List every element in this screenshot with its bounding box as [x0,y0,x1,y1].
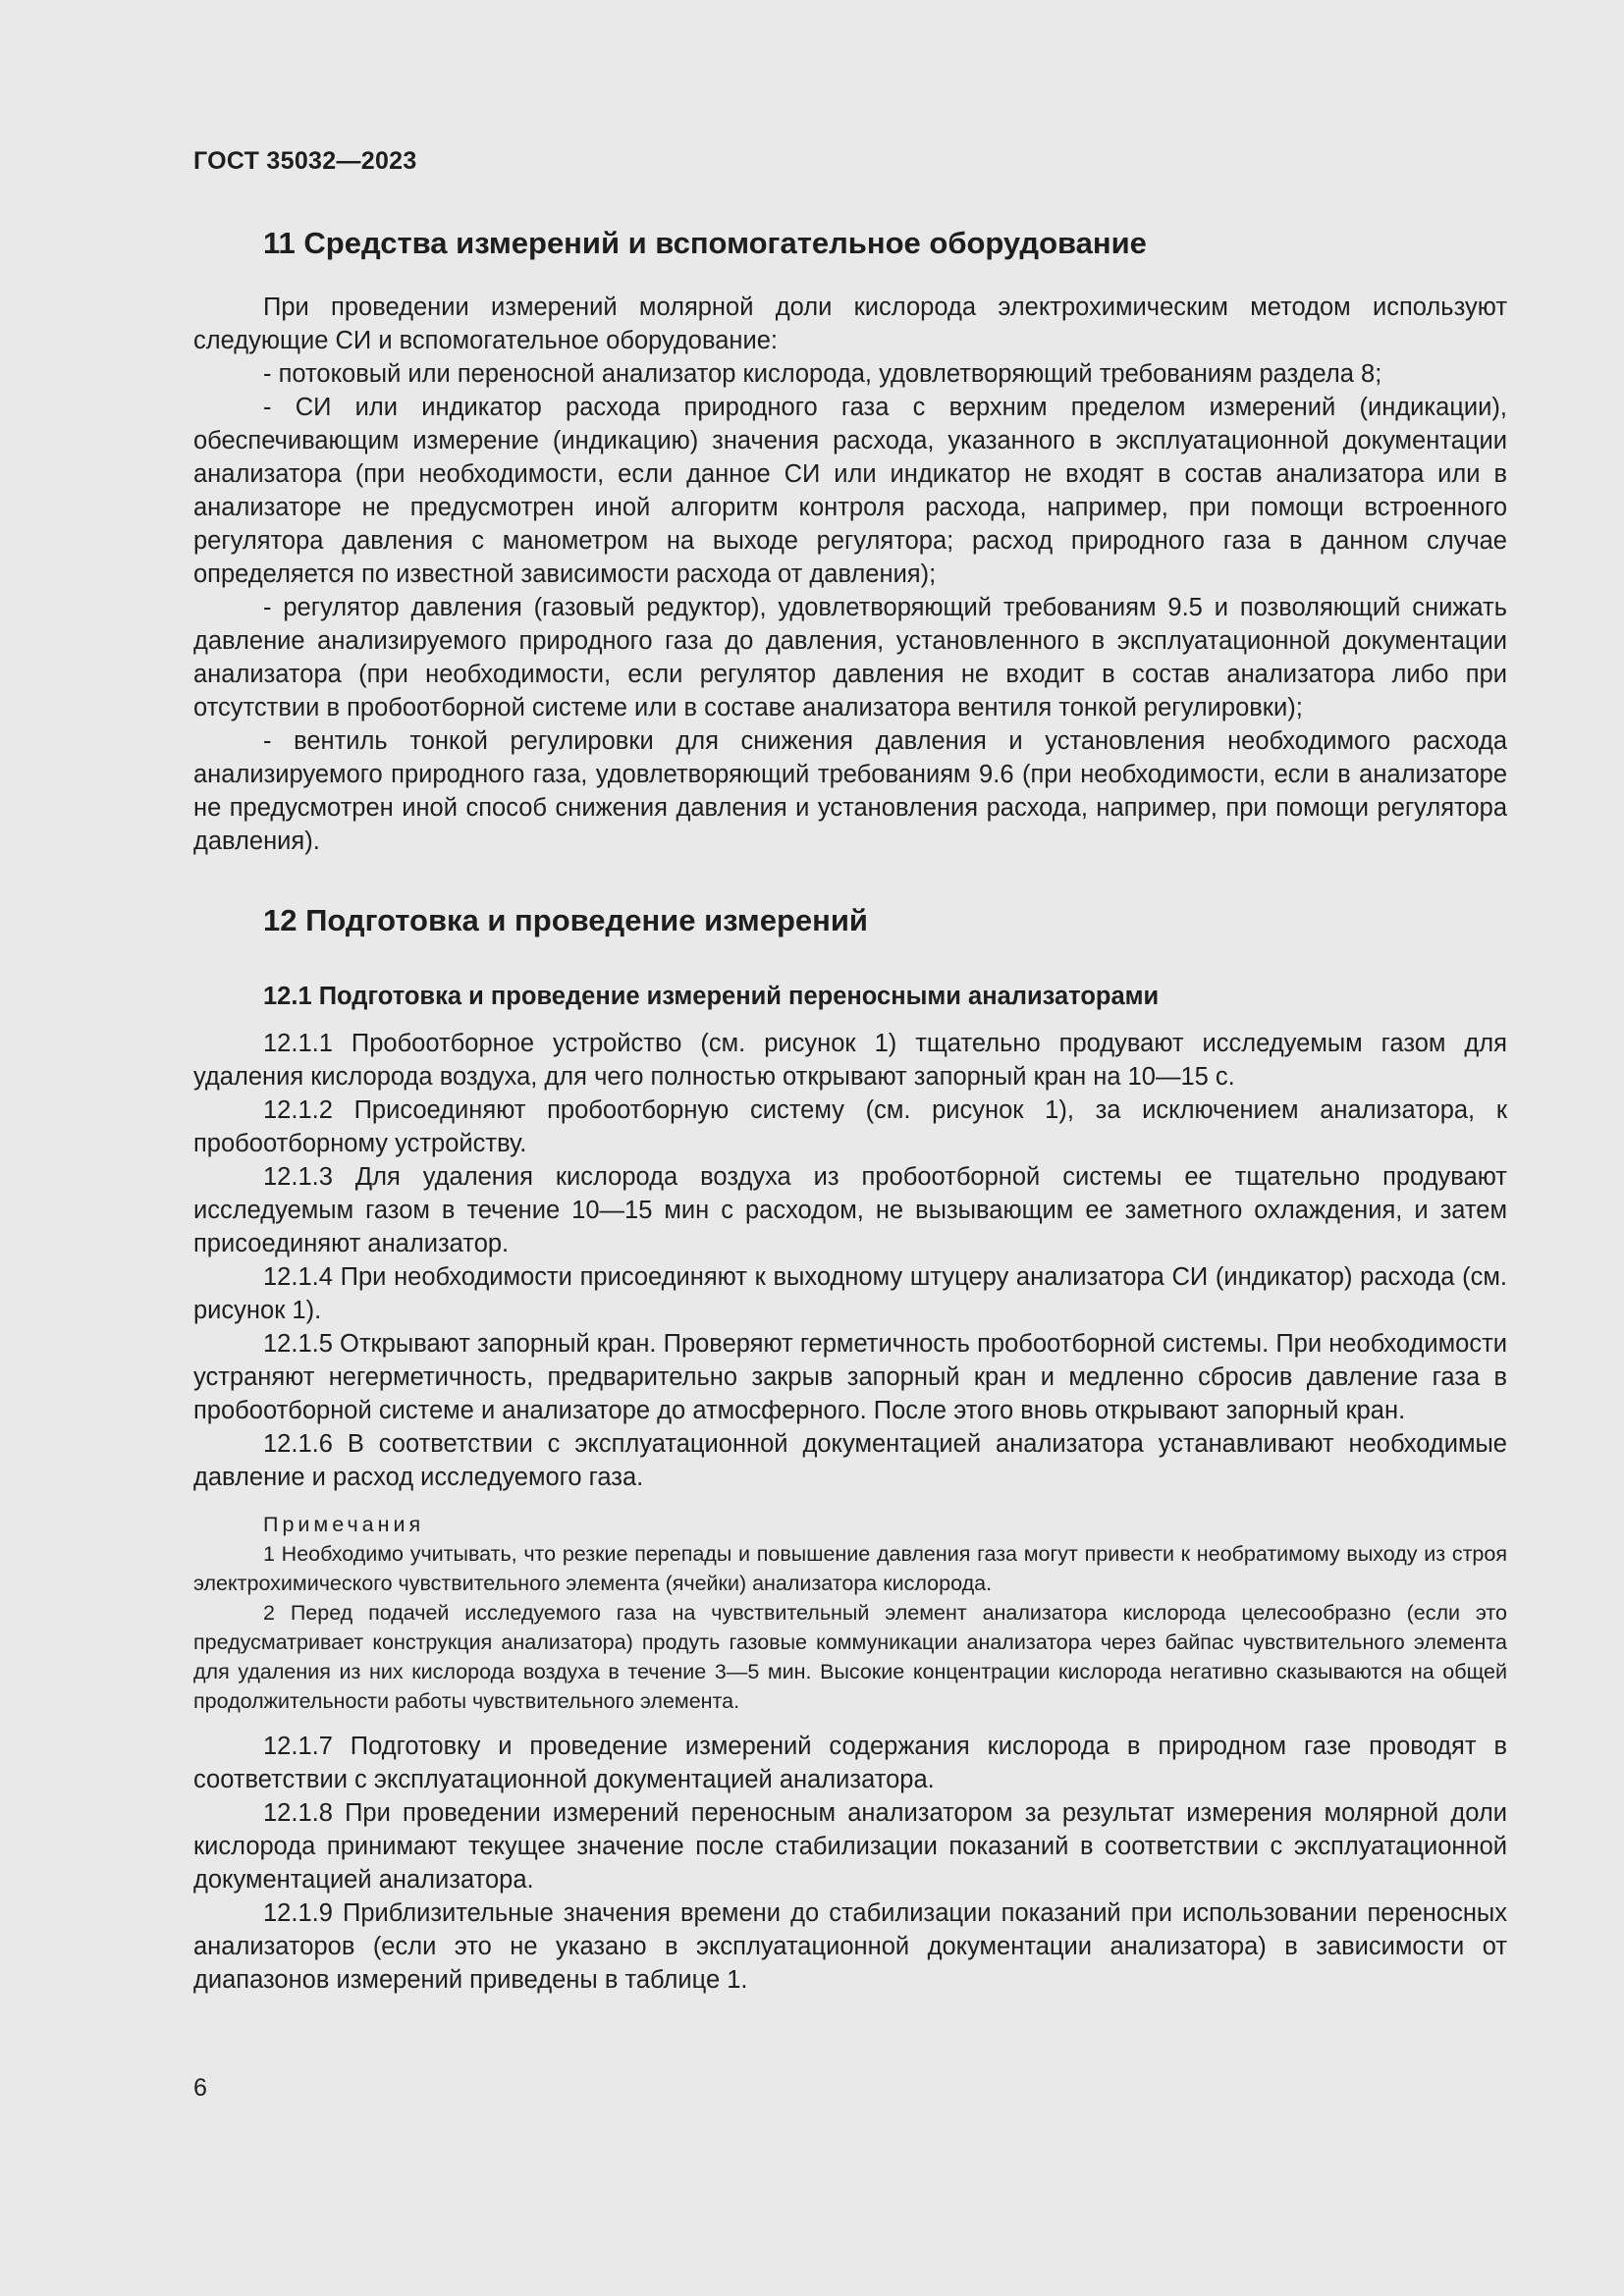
clause-paragraph: 12.1.3 Для удаления кислорода воздуха из пробоотборной системы ее тщательно продувают исследуемым газом в течение 10—15 мин с расходом, не вызывающим ее заметного охлаждения, и затем присоединяют анализатор. [193,1163,1507,1257]
clause-paragraph: 12.1.2 Присоединяют пробоотборную систему (см. рисунок 1), за исключением анализатора, к пробоотборному устройству. [193,1096,1507,1157]
equipment-item: - вентиль тонкой регулировки для снижения давления и установления необходимого расхода анализируемого природного газа, удовлетворяющий требованиям 9.6 (при необходимости, если в анализаторе не предусмотрен иной способ снижения давления и установления расхода, например, при помощи регулятора давления). [193,727,1507,855]
note-item: 1 Необходимо учитывать, что резкие перепады и повышение давления газа могут привести к необратимому выходу из строя электрохимического чувствительного элемента (ячейки) анализатора кислорода. [193,1542,1507,1595]
clause-paragraph: 12.1.5 Открывают запорный кран. Проверяют герметичность пробоотборной системы. При необходимости устраняют негерметичность, предварительно закрыв запорный кран и медленно сбросив давление газа в пробоотборной системе и анализаторе до атмосферного. После этого вновь открывают запорный кран. [193,1330,1507,1424]
clause-paragraph: 12.1.6 В соответствии с эксплуатационной документацией анализатора устанавливают необходимые давление и расход исследуемого газа. [193,1430,1507,1491]
clause-paragraph: 12.1.9 Приблизительные значения времени до стабилизации показаний при использовании переносных анализаторов (если это не указано в эксплуатационной документации анализатора) в зависимости от диапазонов измерений приведены в таблице 1. [193,1899,1507,1994]
notes-title: Примечания [263,1513,425,1536]
section-12-heading: 12 Подготовка и проведение измерений [263,903,868,937]
clause-paragraph: 12.1.4 При необходимости присоединяют к выходному штуцеру анализатора СИ (индикатор) расхода (см. рисунок 1). [193,1263,1507,1324]
document-id: ГОСТ 35032—2023 [193,147,417,175]
clause-paragraph: 12.1.7 Подготовку и проведение измерений содержания кислорода в природном газе проводят в соответствии с эксплуатационной документацией анализатора. [193,1733,1507,1793]
equipment-item: - СИ или индикатор расхода природного газа с верхним пределом измерений (индикации), обеспечивающим измерение (индикацию) значения расхода, указанного в эксплуатационной документации анализатора (при необходимости, если данное СИ или индикатор не входят в состав анализатора или в анализаторе не предусмотрен иной алгоритм контроля расхода, например, при помощи встроенного регулятора давления с манометром на выходе регулятора; расход природного газа в данном случае определяется по известной зависимости расхода от давления); [193,394,1507,588]
clause-paragraph: 12.1.1 Пробоотборное устройство (см. рисунок 1) тщательно продувают исследуемым газом для удаления кислорода воздуха, для чего полностью открывают запорный кран на 10—15 с. [193,1030,1507,1091]
page-content [193,224,1507,1997]
equipment-item: - потоковый или переносной анализатор кислорода, удовлетворяющий требованиям раздела 8; [263,360,1382,388]
section-11-intro: При проведении измерений молярной доли кислорода электрохимическим методом используют следующие СИ и вспомогательное оборудование: [193,294,1507,354]
subsection-12-1-heading: 12.1 Подготовка и проведение измерений переносными анализаторами [263,983,1160,1010]
page-number: 6 [193,2074,207,2102]
note-item: 2 Перед подачей исследуемого газа на чувствительный элемент анализатора кислорода целесообразно (если это предусматривает конструкция анализатора) продуть газовые коммуникации анализатора через байпас чувствительного элемента для удаления из них кислорода воздуха в течение 3—5 мин. Высокие концентрации кислорода негативно сказываются на общей продолжительности работы чувствительного элемента. [193,1601,1507,1713]
section-11-heading: 11 Средства измерений и вспомогательное оборудование [263,226,1147,260]
clause-paragraph: 12.1.8 При проведении измерений переносным анализатором за результат измерения молярной доли кислорода принимают текущее значение после стабилизации показаний в соответствии с эксплуатационной документацией анализатора. [193,1799,1507,1894]
notes-block [193,1510,1507,1716]
equipment-item: - регулятор давления (газовый редуктор), удовлетворяющий требованиям 9.5 и позволяющий снижать давление анализируемого природного газа до давления, установленного в эксплуатационной документации анализатора (при необходимости, если регулятор давления не входит в состав анализатора либо при отсутствии в пробоотборной системе или в составе анализатора вентиля тонкой регулировки); [193,594,1507,721]
